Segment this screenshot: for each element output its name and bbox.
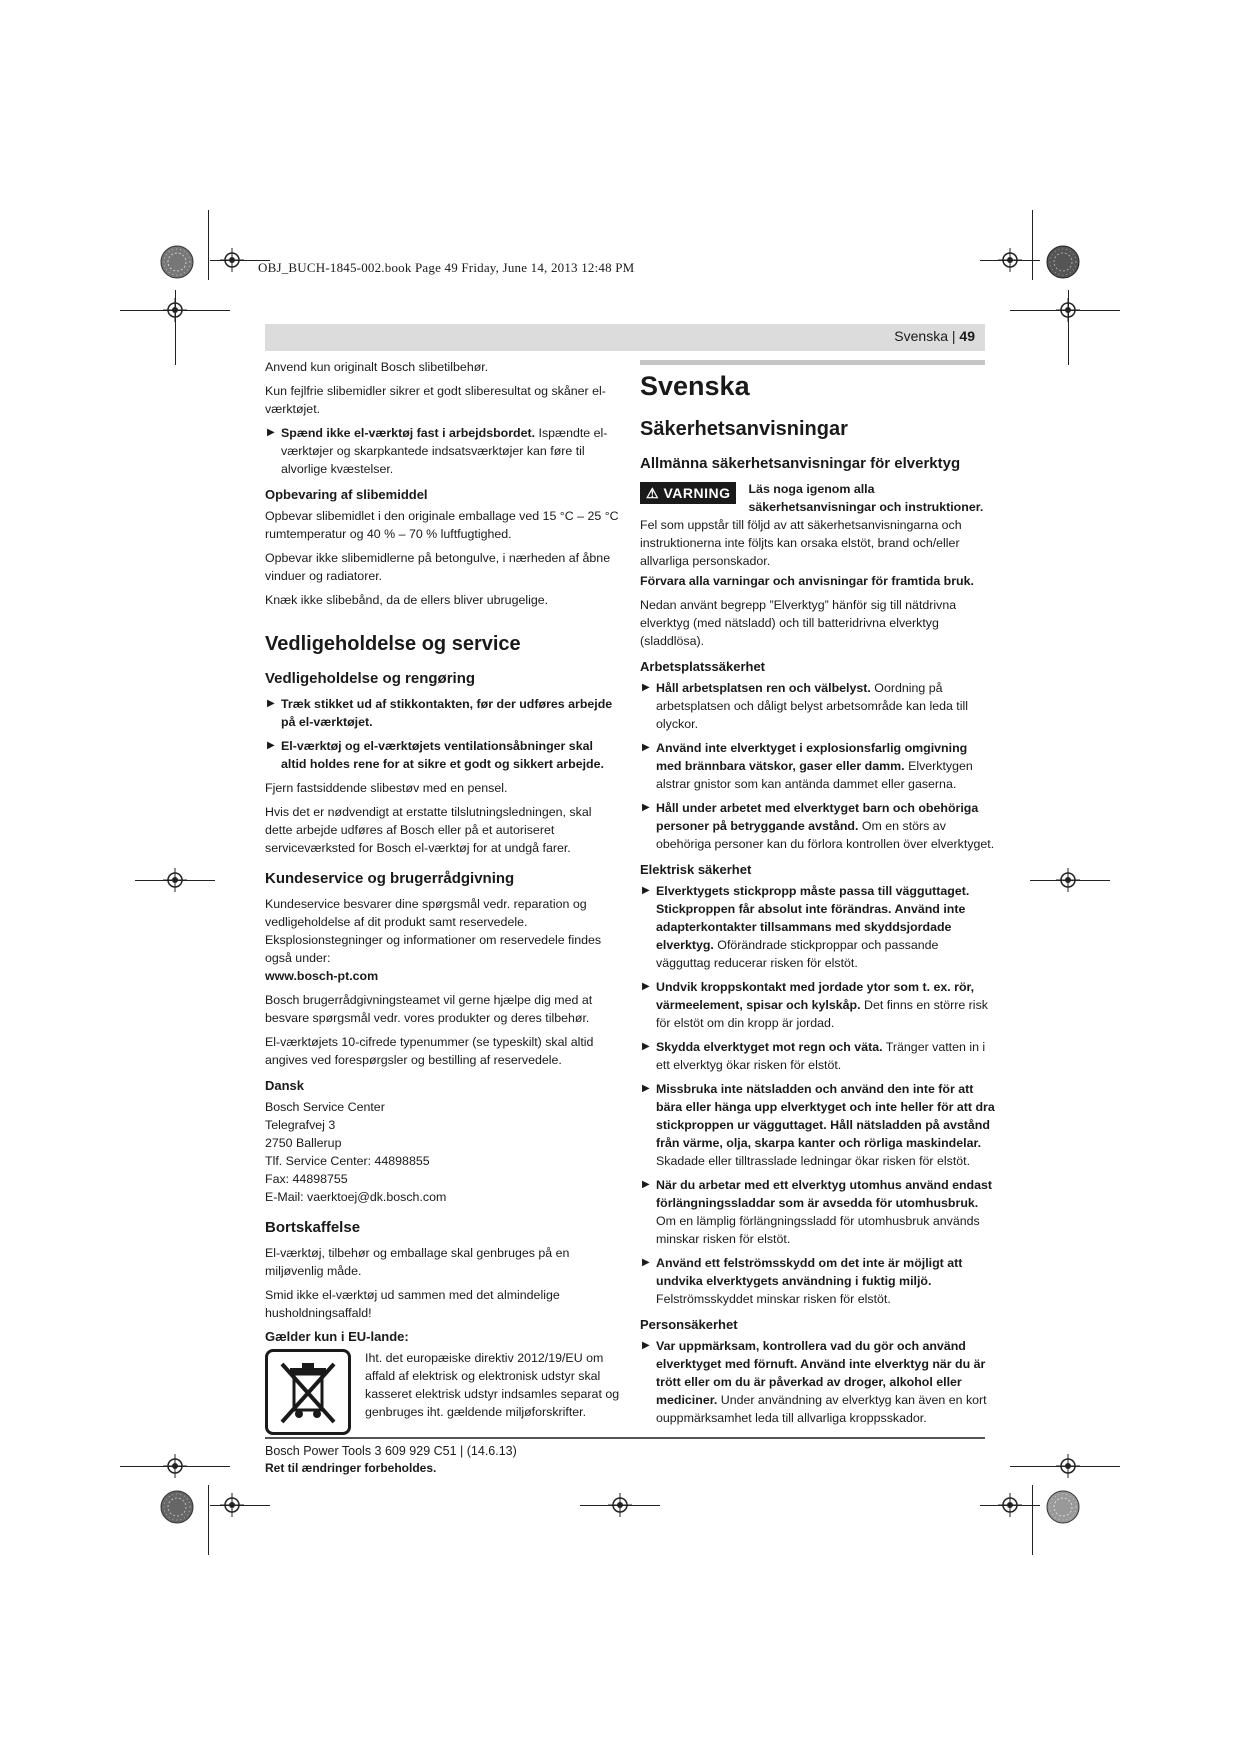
bullet-bold-text: Var uppmärksam, kontrollera vad du gör och använd elverktyget med förnuft. Använd inte elverktyg när du är trött eller om du är påverkad av droger, alkohol eller mediciner.: [656, 1339, 986, 1407]
bullet-bold-text: Undvik kroppskontakt med jordade ytor som t. ex. rör, värmeelement, spisar och kylskåp.: [656, 980, 975, 1012]
bullet-text: Oordning på arbetsplatsen och dåligt belyst arbetsområde kan leda till olyckor.: [656, 681, 969, 731]
bullet-triangle-icon: ▶: [642, 1257, 650, 1268]
bullet-text: Tränger vatten in i ett elverktyg ökar risken för elstöt.: [656, 1040, 986, 1072]
bullet-bold-text: Använd ett felströmsskydd om det inte är möjligt att undvika elverktygets användning i fuktig miljö.: [656, 1256, 963, 1288]
paragraph: Knæk ikke slibebånd, da de ellers bliver ubrugelige.: [265, 593, 549, 607]
running-head-separator: |: [951, 328, 956, 344]
reservation-note: Ret til ændringer forbeholdes.: [265, 1461, 437, 1475]
subsection-heading: Vedligeholdelse og rengøring: [265, 670, 476, 687]
bullet-triangle-icon: ▶: [642, 802, 650, 813]
bullet-text: Ispændte el-værktøjer og skarpkantede indsatsværktøjer kan føre til alvorlige kvæstelser.: [281, 426, 608, 476]
bullet-triangle-icon: ▶: [642, 1041, 650, 1052]
registration-target-icon: [998, 248, 1022, 272]
bullet-bold-text: Håll arbetsplatsen ren och välbelyst.: [656, 681, 871, 695]
address-line: Bosch Service Center: [265, 1100, 385, 1114]
registration-target-icon: [998, 1493, 1022, 1517]
paragraph: Förvara alla varningar och anvisningar för framtida bruk.: [640, 574, 974, 588]
bullet-bold-text: Træk stikket ud af stikkontakten, før der udføres arbejde på el-værktøjet.: [281, 697, 613, 729]
section-heading: Vedligeholdelse og service: [265, 633, 521, 655]
paragraph: Smid ikke el-værktøj ud sammen med det almindelige husholdningsaffald!: [265, 1288, 560, 1320]
bullet-bold-text: Skydda elverktyget mot regn och väta.: [656, 1040, 883, 1054]
paragraph: Fjern fastsiddende slibestøv med en pensel.: [265, 781, 508, 795]
bullet-text: Om en störs av obehöriga personer kan du förlora kontrollen över elverktyget.: [656, 819, 995, 851]
right-column: [640, 362, 995, 1433]
email-line[interactable]: E-Mail: vaerktoej@dk.bosch.com: [265, 1190, 447, 1204]
subheading: Arbetsplatssäkerhet: [640, 659, 765, 674]
registration-target-icon: [163, 868, 187, 892]
warning-label: VARNING: [663, 485, 731, 501]
bullet-triangle-icon: ▶: [642, 1179, 650, 1190]
bullet-text: Om en lämplig förlängningssladd för utomhusbruk används minskar risken för elstöt.: [656, 1214, 980, 1246]
phone-line: Tlf. Service Center: 44898855: [265, 1154, 430, 1168]
registration-target-icon: [163, 298, 187, 322]
running-head-language: Svenska: [894, 328, 948, 344]
color-bar-disc-icon: [1046, 1490, 1080, 1524]
bullet-triangle-icon: ▶: [267, 698, 275, 709]
subsection-heading: Bortskaffelse: [265, 1219, 361, 1236]
list-item: [640, 1176, 995, 1248]
paragraph: Nedan använt begrepp ”Elverktyg” hänför sig till nätdrivna elverktyg (med nätsladd) och till batteridrivna elverktyg (sladdlösa).: [640, 598, 957, 648]
bullet-bold-text: Använd inte elverktyget i explosionsfarlig omgivning med brännbara vätskor, gaser eller damm.: [656, 741, 968, 773]
subheading: Dansk: [265, 1078, 305, 1093]
list-item: [640, 1038, 995, 1074]
warning-text: Fel som uppstår till följd av att säkerhetsanvisningarna och instruktionerna inte följts kan orsaka elstöt, brand och/eller allvarliga personskador.: [640, 518, 962, 568]
list-item: [640, 799, 995, 853]
bullet-text: Felströmsskyddet minskar risken för elstöt.: [656, 1292, 891, 1306]
bullet-bold-text: När du arbetar med ett elverktyg utomhus använd endast förlängningssladdar som är avsedda för utomhusbruk.: [656, 1178, 993, 1210]
bullet-bold-text: Elverktygets stickpropp måste passa till vägguttaget. Stickproppen får absolut inte förändras. Använd inte adapterkontakter tillsammans med skyddsjordade elverktyg.: [656, 884, 970, 952]
list-item: [265, 424, 620, 478]
weee-block: [265, 1349, 620, 1435]
color-bar-disc-icon: [160, 245, 194, 279]
bullet-text: Under användning av elverktyg kan även en kort ouppmärksamhet leda till allvarliga kroppsskador.: [656, 1393, 987, 1425]
subheading: Personsäkerhet: [640, 1317, 738, 1332]
paragraph: [265, 895, 620, 985]
subheading: Gælder kun i EU-lande:: [265, 1329, 409, 1344]
subheading: Opbevaring af slibemiddel: [265, 487, 428, 502]
list-item: [265, 695, 620, 731]
paragraph: Kun fejlfrie slibemidler sikrer et godt sliberesultat og skåner el-værktøjet.: [265, 384, 606, 416]
warning-block: [640, 480, 995, 570]
paragraph: Hvis det er nødvendigt at erstatte tilslutningsledningen, skal dette arbejde udføres af Bosch eller på et autoriseret serviceværksted for Bosch el-værktøj for at undgå farer.: [265, 805, 592, 855]
book-file-info: OBJ_BUCH-1845-002.book Page 49 Friday, June 14, 2013 12:48 PM: [258, 260, 635, 275]
paragraph: Anvend kun originalt Bosch slibetilbehør.: [265, 360, 489, 374]
address-line: Telegrafvej 3: [265, 1118, 336, 1132]
subsection-heading: Kundeservice og brugerrådgivning: [265, 870, 515, 887]
list-item: [640, 739, 995, 793]
registration-target-icon: [608, 1493, 632, 1517]
list-item: [640, 1080, 995, 1170]
bullet-triangle-icon: ▶: [642, 682, 650, 693]
bullet-triangle-icon: ▶: [642, 1083, 650, 1094]
page-number: 49: [959, 328, 975, 344]
paragraph: Opbevar ikke slibemidlerne på betongulve, i nærheden af åbne vinduer og radiatorer.: [265, 551, 611, 583]
list-item: [640, 978, 995, 1032]
registration-target-icon: [220, 1493, 244, 1517]
paragraph: El-værktøj, tilbehør og emballage skal genbruges på en miljøvenlig måde.: [265, 1246, 570, 1278]
list-item: [640, 882, 995, 972]
bullet-bold-text: El-værktøj og el-værktøjets ventilationsåbninger skal altid holdes rene for at sikre et godt og sikkert arbejde.: [281, 739, 604, 771]
left-column: [265, 358, 620, 1477]
bullet-triangle-icon: ▶: [642, 1340, 650, 1351]
color-bar-disc-icon: [1046, 245, 1080, 279]
paragraph: Bosch brugerrådgivningsteamet vil gerne hjælpe dig med at besvare spørgsmål vedr. vores produkter og deres tilbehør.: [265, 993, 593, 1025]
registration-target-icon: [220, 248, 244, 272]
bullet-bold-text: Spænd ikke el-værktøj fast i arbejdsbordet.: [281, 426, 536, 440]
registration-target-icon: [1056, 868, 1080, 892]
bullet-triangle-icon: ▶: [642, 742, 650, 753]
bullet-bold-text: Missbruka inte nätsladden och använd den inte för att bära eller hänga upp elverktyget och inte heller för att dra stickproppen ur vägguttaget. Håll nätsladden på avstånd från värme, olja, skarpa kanter och rörliga maskindelar.: [656, 1082, 995, 1150]
color-bar-disc-icon: [160, 1490, 194, 1524]
paragraph-text: Kundeservice besvarer dine spørgsmål vedr. reparation og vedligeholdelse af dit produkt samt reservedele. Eksplosionstegninger og informationer om reservedele findes også under:: [265, 897, 602, 965]
page-footer: Bosch Power Tools 3 609 929 C51 | (14.6.13): [265, 1444, 517, 1458]
running-head: [894, 328, 975, 344]
warning-badge: ⚠ VARNING: [640, 482, 736, 504]
list-item: [265, 737, 620, 773]
bullet-triangle-icon: ▶: [267, 740, 275, 751]
bullet-bold-text: Håll under arbetet med elverktyget barn och obehöriga personer på betryggande avstånd.: [656, 801, 979, 833]
address-line: 2750 Ballerup: [265, 1136, 342, 1150]
section-heading: Säkerhetsanvisningar: [640, 418, 848, 440]
registration-target-icon: [1056, 1454, 1080, 1478]
subheading: Elektrisk säkerhet: [640, 862, 752, 877]
bullet-text: Det finns en större risk för elstöt om din kropp är jordad.: [656, 998, 988, 1030]
website-link[interactable]: www.bosch-pt.com: [265, 969, 379, 983]
list-item: [640, 1254, 995, 1308]
paragraph: El-værktøjets 10-cifrede typenummer (se typeskilt) skal altid angives ved forespørgsler og bestilling af reservedele.: [265, 1035, 594, 1067]
fax-line: Fax: 44898755: [265, 1172, 348, 1186]
bullet-text: Skadade eller tilltrasslade ledningar ökar risken för elstöt.: [656, 1154, 971, 1168]
running-header-bar: [265, 324, 985, 351]
paragraph: Opbevar slibemidlet i den originale emballage ved 15 °C – 25 °C rumtemperatur og 40 % – 70 % luftfugtighed.: [265, 509, 619, 541]
bullet-triangle-icon: ▶: [267, 427, 275, 438]
bullet-triangle-icon: ▶: [642, 981, 650, 992]
registration-target-icon: [1056, 298, 1080, 322]
bullet-triangle-icon: ▶: [642, 885, 650, 896]
language-heading: Svenska: [640, 371, 750, 401]
subsection-heading: Allmänna säkerhetsanvisningar för elverktyg: [640, 455, 961, 472]
bullet-text: Elverktygen alstrar gnistor som kan antända dammet eller gaserna.: [656, 759, 973, 791]
address-block: [265, 1098, 620, 1206]
bullet-text: Oförändrade stickproppar och passande vägguttag reducerar risken för elstöt.: [656, 938, 939, 970]
footer-rule: [265, 1437, 985, 1439]
list-item: [640, 1337, 995, 1427]
warning-bold-text: Läs noga igenom alla säkerhetsanvisningar och instruktioner.: [748, 482, 984, 514]
list-item: [640, 679, 995, 733]
weee-text: Iht. det europæiske direktiv 2012/19/EU om affald af elektrisk og elektronisk udstyr skal kasseret elektrisk udstyr indsamles separat og genbruges iht. gældende miljøforskrifter.: [365, 1351, 620, 1419]
crossed-out-wheelie-bin-icon: [265, 1349, 351, 1435]
registration-target-icon: [163, 1454, 187, 1478]
